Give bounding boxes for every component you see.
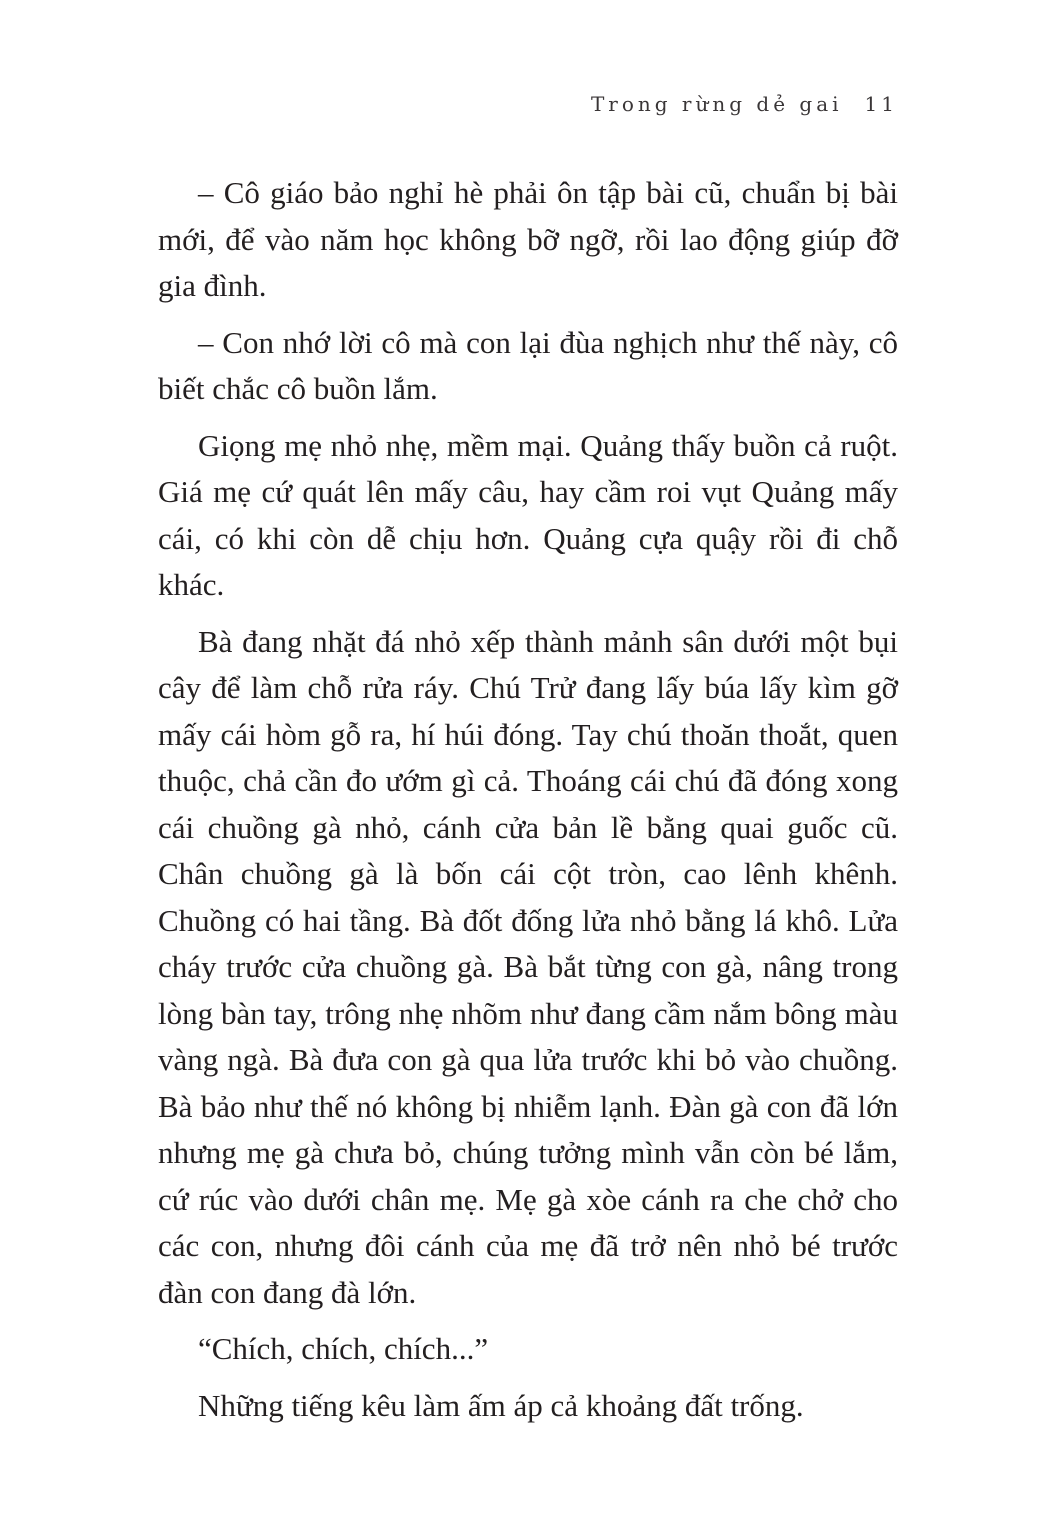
- paragraph-dialogue-1: – Cô giáo bảo nghỉ hè phải ôn tập bài cũ, chuẩn bị bài mới, để vào năm học không bỡ ngỡ, rồi lao động giúp đỡ gia đình.: [158, 175, 898, 303]
- running-header-title: Trong rừng dẻ gai: [590, 92, 843, 116]
- paragraph-narration-2: Bà đang nhặt đá nhỏ xếp thành mảnh sân dưới một bụi cây để làm chỗ rửa ráy. Chú Trử đang lấy búa lấy kìm gỡ mấy cái hòm gỗ ra, hí húi đóng. Tay chú thoăn thoắt, quen thuộc, chả cần đo ướm gì cả. Thoáng cái chú đã đóng xong cái chuồng gà nhỏ, cánh cửa bản lề bằng quai guốc cũ. Chân chuồng gà là bốn cái cột tròn, cao lênh khênh. Chuồng có hai tầng. Bà đốt đống lửa nhỏ bằng lá khô. Lửa cháy trước cửa chuồng gà. Bà bắt từng con gà, nâng trong lòng bàn tay, trông nhẹ nhõm như đang cầm nắm bông màu vàng ngà. Bà đưa con gà qua lửa trước khi bỏ vào chuồng. Bà bảo như thế nó không bị nhiễm lạnh. Đàn gà con đã lớn nhưng mẹ gà chưa bỏ, chúng tưởng mình vẫn còn bé lắm, cứ rúc vào dưới chân mẹ. Mẹ gà xòe cánh ra che chở cho các con, nhưng đôi cánh của mẹ đã trở nên nhỏ bé trước đàn con đang đà lớn.: [158, 623, 898, 1310]
- body-text: [158, 170, 898, 1439]
- paragraph-narration-1: Giọng mẹ nhỏ nhẹ, mềm mại. Quảng thấy buồn cả ruột. Giá mẹ cứ quát lên mấy câu, hay cầm roi vụt Quảng mấy cái, có khi còn dễ chịu hơn. Quảng cựa quậy rồi đi chỗ khác.: [158, 427, 898, 602]
- paragraph-chick-sound: “Chích, chích, chích...”: [198, 1331, 489, 1366]
- paragraph-closing: Những tiếng kêu làm ấm áp cả khoảng đất trống.: [198, 1387, 804, 1423]
- paragraph-dialogue-2: – Con nhớ lời cô mà con lại đùa nghịch như thế này, cô biết chắc cô buồn lắm.: [158, 324, 898, 406]
- running-header: [591, 92, 898, 116]
- page-number: 11: [864, 92, 898, 116]
